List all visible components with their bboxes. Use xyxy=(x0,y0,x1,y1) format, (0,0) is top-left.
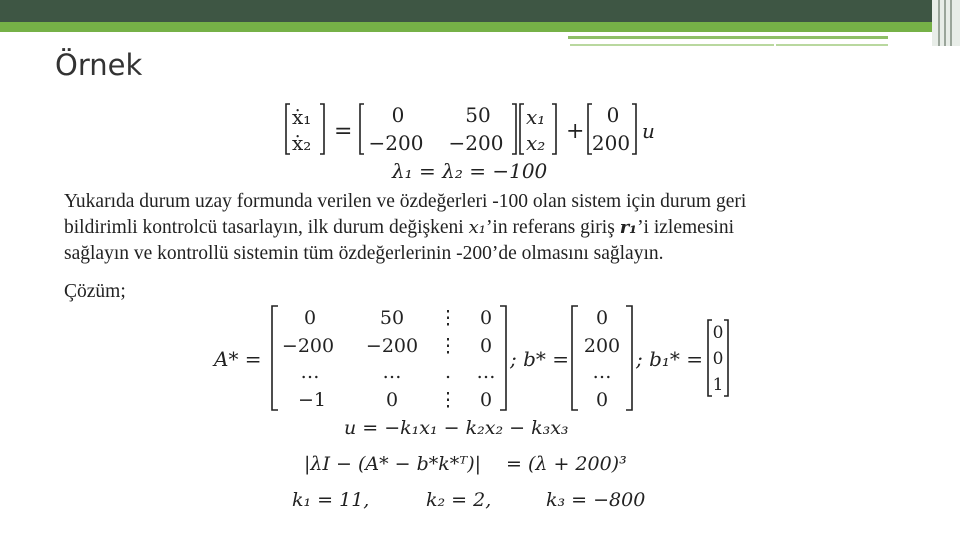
plus-sign: + xyxy=(566,119,585,144)
A-11: 0 xyxy=(391,103,405,127)
header-corner-decoration xyxy=(932,0,960,46)
augmented-system xyxy=(208,300,748,418)
header-dark-bar xyxy=(0,0,960,22)
control-law: u = −k₁x₁ − k₂x₂ − k₃x₃ xyxy=(344,417,569,439)
equals-sign: = xyxy=(334,119,353,144)
Astar-22: −200 xyxy=(365,335,419,357)
problem-line-1: Yukarıda durum uzay formunda verilen ve özdeğerleri -100 olan sistem için durum geri xyxy=(64,191,747,212)
problem-statement xyxy=(64,189,914,267)
Astar-32: … xyxy=(382,361,402,383)
eigenvalue-line: λ₁ = λ₂ = −100 xyxy=(392,159,548,183)
b-star-label: ; b* = xyxy=(510,347,570,371)
b1star-3: 1 xyxy=(712,375,724,395)
Astar-12: 50 xyxy=(379,307,405,329)
char-eq-lhs: |λI − (A* − b*k*ᵀ)| xyxy=(304,453,482,475)
b1star-1: 0 xyxy=(712,323,724,343)
Astar-13: ⋮ xyxy=(438,307,458,329)
b1star-2: 0 xyxy=(712,349,724,369)
problem-line-2: bildirimli kontrolcü tasarlayın, ilk durum değişkeni x₁’in referans giriş r₁’i izlemesini xyxy=(64,217,734,238)
slide-title: Örnek xyxy=(55,48,143,82)
var-r1: r₁ xyxy=(619,217,638,238)
Astar-24: 0 xyxy=(479,335,493,357)
header-accent-line-3 xyxy=(776,44,888,46)
var-x1: x₁ xyxy=(468,217,486,238)
Astar-41: −1 xyxy=(297,389,327,411)
lhs-x2dot: ẋ₂ xyxy=(292,131,312,155)
Astar-23: ⋮ xyxy=(438,335,458,357)
x1: x₁ xyxy=(526,105,546,129)
Astar-34: … xyxy=(476,361,496,383)
problem-line-3: sağlayın ve kontrollü sistemin tüm özdeğerlerinin -200’de olmasını sağlayın. xyxy=(64,243,664,264)
results-block xyxy=(280,412,700,516)
gain-k3: k₃ = −800 xyxy=(546,489,646,511)
lhs-x1dot: ẋ₁ xyxy=(292,105,312,129)
bstar-2: 200 xyxy=(583,335,621,357)
input-u: u xyxy=(642,119,655,143)
bstar-1: 0 xyxy=(595,307,609,329)
char-eq-rhs: = (λ + 200)³ xyxy=(506,453,627,475)
header-accent-line-2 xyxy=(570,44,774,46)
x2: x₂ xyxy=(526,131,546,155)
gain-k2: k₂ = 2, xyxy=(426,489,492,511)
bstar-4: 0 xyxy=(595,389,609,411)
bstar-3: … xyxy=(592,361,612,383)
A-21: −200 xyxy=(368,131,424,155)
Astar-43: ⋮ xyxy=(438,389,458,411)
state-equation xyxy=(280,100,680,186)
Astar-11: 0 xyxy=(303,307,317,329)
b1-star-label: ; b₁* = xyxy=(636,347,704,371)
Astar-14: 0 xyxy=(479,307,493,329)
A-star-label: A* = xyxy=(214,347,262,371)
Astar-31: … xyxy=(300,361,320,383)
A-12: 50 xyxy=(465,103,491,127)
solution-label: Çözüm; xyxy=(64,281,126,302)
A-22: −200 xyxy=(448,131,504,155)
Astar-21: −200 xyxy=(281,335,335,357)
Astar-42: 0 xyxy=(385,389,399,411)
header-green-bar xyxy=(0,22,932,32)
gain-k1: k₁ = 11, xyxy=(292,489,370,511)
B-1: 0 xyxy=(606,103,620,127)
header-accent-line xyxy=(568,36,888,39)
Astar-33: . xyxy=(444,361,452,383)
B-2: 200 xyxy=(591,131,631,155)
Astar-44: 0 xyxy=(479,389,493,411)
